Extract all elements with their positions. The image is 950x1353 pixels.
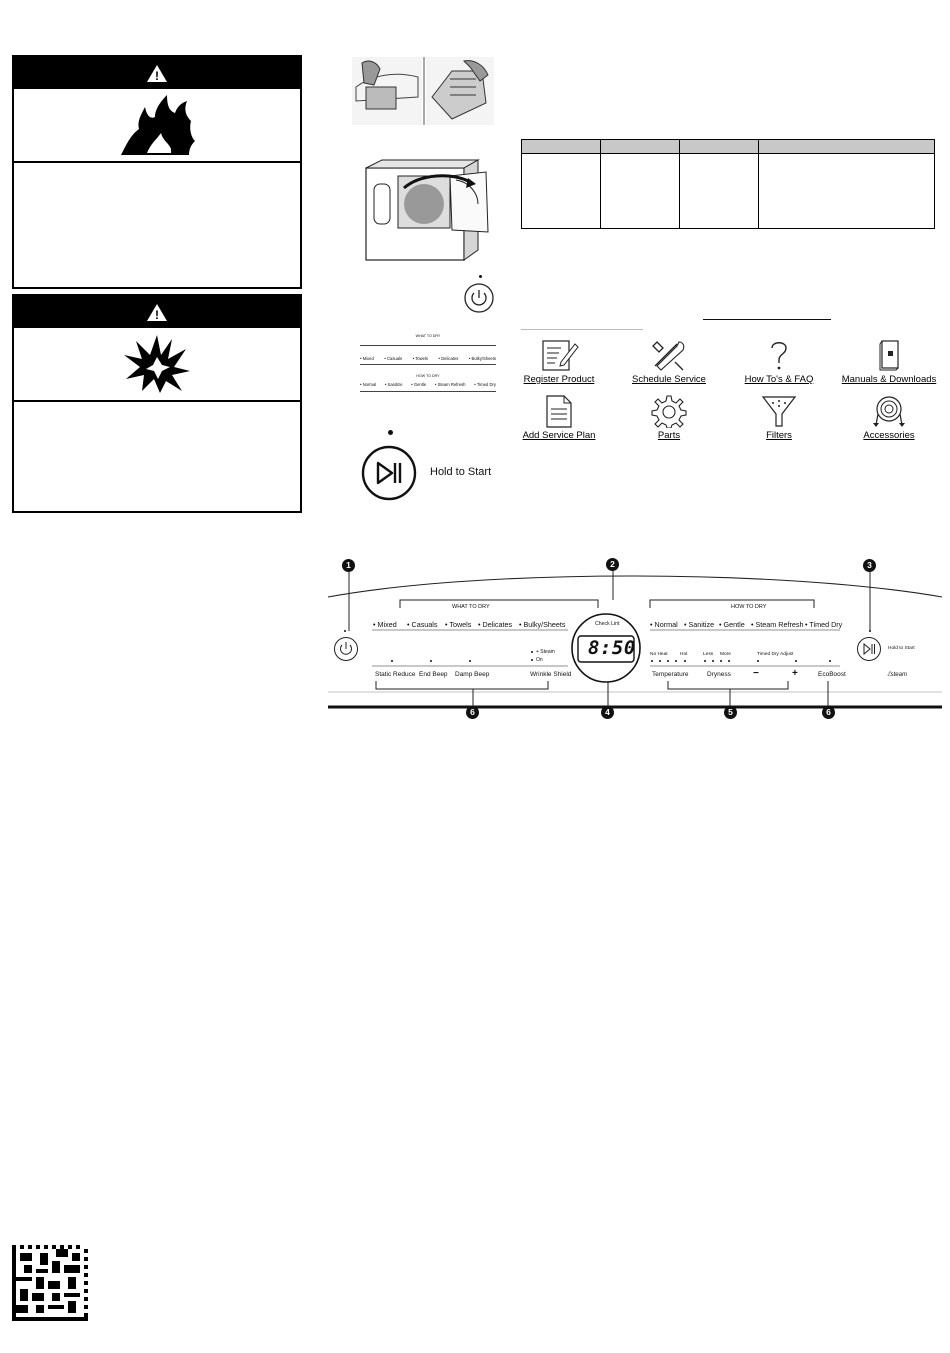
warning-text-area bbox=[14, 402, 300, 507]
callout-3: 3 bbox=[863, 559, 876, 572]
temp-level-dot bbox=[659, 660, 661, 662]
temp-level-dot bbox=[667, 660, 669, 662]
on-option-label: On bbox=[536, 657, 543, 663]
cycle-casuals[interactable]: • Casuals bbox=[384, 356, 403, 361]
panel-cycle-sanitize[interactable]: • Sanitize bbox=[684, 620, 715, 629]
panel-cycle-towels[interactable]: • Towels bbox=[445, 620, 472, 629]
divider bbox=[360, 364, 496, 365]
indicator-dot bbox=[391, 660, 393, 662]
manuals-downloads-label[interactable]: Manuals & Downloads bbox=[841, 374, 937, 385]
timed-dry-dot bbox=[795, 660, 797, 662]
panel-cycle-delicates[interactable]: • Delicates bbox=[478, 620, 513, 629]
panel-cycle-gentle[interactable]: • Gentle bbox=[719, 620, 745, 629]
callout-1: 1 bbox=[342, 559, 355, 572]
manual-icon bbox=[869, 338, 909, 372]
timed-dry-adjust-label: Timed Dry Adjust bbox=[757, 652, 794, 657]
cycle-normal[interactable]: • Normal bbox=[360, 382, 377, 387]
temp-level-dot bbox=[675, 660, 677, 662]
register-product-label[interactable]: Register Product bbox=[523, 374, 595, 385]
table-cell bbox=[759, 154, 935, 229]
tools-icon bbox=[649, 338, 689, 372]
divider bbox=[360, 345, 496, 346]
table-header-cell bbox=[601, 140, 680, 154]
explosion-pictogram bbox=[14, 328, 300, 402]
callout-2: 2 bbox=[606, 558, 619, 571]
how-to-dry-options-small bbox=[360, 382, 496, 387]
callout-4: 4 bbox=[601, 706, 614, 719]
dryer-door-illustration bbox=[360, 158, 495, 262]
how-to-dry-title: HOW TO DRY bbox=[416, 374, 440, 378]
dry-level-dot bbox=[704, 660, 706, 662]
table-cell bbox=[601, 154, 680, 229]
dry-level-dot bbox=[720, 660, 722, 662]
power-indicator-dot bbox=[344, 630, 346, 632]
temperature-button[interactable]: Temperature bbox=[652, 671, 689, 678]
dryness-button[interactable]: Dryness bbox=[707, 671, 731, 678]
wrinkle-shield-button[interactable]: Wrinkle Shield bbox=[530, 671, 572, 678]
power-button[interactable] bbox=[463, 282, 495, 314]
warning-text-area bbox=[14, 163, 300, 283]
cycle-gentle[interactable]: • Gentle bbox=[411, 382, 427, 387]
time-minus-button[interactable]: − bbox=[753, 668, 759, 679]
indicator-dot bbox=[531, 651, 533, 653]
warning-box-fire bbox=[12, 55, 302, 289]
schedule-service-label[interactable]: Schedule Service bbox=[632, 374, 706, 385]
how-tos-faq-label[interactable]: How To's & FAQ bbox=[744, 374, 814, 385]
panel-power-button[interactable] bbox=[333, 636, 359, 662]
cycle-mixed[interactable]: • Mixed bbox=[360, 356, 374, 361]
start-pause-button[interactable] bbox=[360, 445, 418, 501]
cycle-delicates[interactable]: • Delicates bbox=[438, 356, 459, 361]
what-to-dry-options-small bbox=[360, 356, 496, 361]
warning-triangle-icon bbox=[146, 64, 168, 83]
start-indicator-dot bbox=[388, 430, 393, 435]
panel-start-pause-button[interactable] bbox=[856, 636, 882, 662]
warning-box-explosion bbox=[12, 294, 302, 513]
lint-screen-illustration bbox=[352, 57, 494, 125]
accessories-link[interactable] bbox=[824, 394, 950, 441]
dry-level-dot bbox=[728, 660, 730, 662]
callout-5: 5 bbox=[724, 706, 737, 719]
indicator-dot bbox=[430, 660, 432, 662]
static-reduce-button[interactable]: Static Reduce bbox=[375, 671, 416, 678]
cycle-steam-refresh[interactable]: • Steam Refresh bbox=[434, 382, 466, 387]
panel-cycle-timed-dry[interactable]: • Timed Dry bbox=[805, 620, 843, 629]
panel-cycle-normal[interactable]: • Normal bbox=[650, 620, 678, 629]
filters-label[interactable]: Filters bbox=[766, 430, 792, 441]
cycle-timed-dry[interactable]: • Timed Dry bbox=[474, 382, 496, 387]
temp-high-label: Hot bbox=[680, 652, 688, 657]
datamatrix-barcode bbox=[12, 1244, 88, 1322]
table-cell bbox=[680, 154, 759, 229]
temp-level-dot bbox=[684, 660, 686, 662]
timed-dry-dot bbox=[757, 660, 759, 662]
accessories-label[interactable]: Accessories bbox=[863, 430, 915, 441]
indicator-dot bbox=[469, 660, 471, 662]
panel-cycle-casuals[interactable]: • Casuals bbox=[407, 620, 438, 629]
time-display: 8:50 bbox=[588, 637, 636, 659]
underline-rule bbox=[703, 319, 831, 320]
panel-hold-to-start-label: Hold to Start bbox=[888, 646, 915, 651]
cycle-panel-small bbox=[360, 334, 496, 396]
ecoboost-button[interactable]: EcoBoost bbox=[818, 671, 846, 678]
callout-6-right: 6 bbox=[822, 706, 835, 719]
fire-pictogram bbox=[14, 89, 300, 163]
svg-text:!: ! bbox=[155, 307, 159, 322]
warning-header bbox=[14, 57, 300, 89]
explosion-icon bbox=[122, 333, 192, 395]
how-to-dry-title: HOW TO DRY bbox=[731, 604, 767, 610]
cycle-towels[interactable]: • Towels bbox=[412, 356, 428, 361]
spec-table bbox=[521, 139, 935, 229]
what-to-dry-title: WHAT TO DRY bbox=[452, 604, 490, 610]
table-cell bbox=[522, 154, 601, 229]
svg-text:!: ! bbox=[155, 68, 159, 83]
gear-icon bbox=[649, 394, 689, 428]
table-header-cell bbox=[680, 140, 759, 154]
register-icon bbox=[539, 338, 579, 372]
dry-low-label: Less bbox=[703, 652, 714, 657]
cycle-sanitize[interactable]: • Sanitize bbox=[384, 382, 403, 387]
steam-option-label: + Steam bbox=[536, 649, 555, 655]
start-indicator-dot bbox=[869, 630, 871, 632]
ecoboost-dot bbox=[829, 660, 831, 662]
callout-6-left: 6 bbox=[466, 706, 479, 719]
table-header-cell bbox=[522, 140, 601, 154]
dry-level-dot bbox=[712, 660, 714, 662]
panel-cycle-steam-refresh[interactable]: • Steam Refresh bbox=[751, 620, 804, 629]
panel-cycle-mixed[interactable]: • Mixed bbox=[373, 620, 397, 629]
steam-logo: ℰsteam bbox=[887, 672, 907, 678]
table-row bbox=[522, 154, 935, 229]
manuals-downloads-link[interactable] bbox=[824, 338, 950, 385]
fire-icon bbox=[117, 93, 197, 157]
warning-triangle-icon bbox=[146, 303, 168, 322]
indicator-dot bbox=[531, 659, 533, 661]
divider-rule bbox=[521, 329, 643, 330]
end-beep-button[interactable]: End Beep bbox=[419, 671, 448, 678]
cycle-bulky[interactable]: • Bulky/Sheets bbox=[468, 356, 496, 361]
parts-label[interactable]: Parts bbox=[657, 430, 681, 441]
power-indicator-dot bbox=[479, 275, 482, 278]
divider bbox=[360, 391, 496, 392]
warning-header bbox=[14, 296, 300, 328]
what-to-dry-title: WHAT TO DRY bbox=[415, 334, 441, 338]
temp-level-dot bbox=[651, 660, 653, 662]
table-header-cell bbox=[759, 140, 935, 154]
filter-icon bbox=[759, 394, 799, 428]
check-lint-indicator: Check Lint bbox=[595, 621, 620, 627]
damp-beep-button[interactable]: Damp Beep bbox=[455, 671, 490, 678]
document-icon bbox=[539, 394, 579, 428]
temp-low-label: No Heat bbox=[650, 652, 668, 657]
hold-to-start-label: Hold to Start bbox=[430, 466, 492, 478]
hose-icon bbox=[869, 394, 909, 428]
question-icon bbox=[759, 338, 799, 372]
panel-cycle-bulky[interactable]: • Bulky/Sheets bbox=[519, 620, 566, 629]
add-service-plan-label[interactable]: Add Service Plan bbox=[522, 430, 596, 441]
dry-high-label: More bbox=[720, 652, 731, 657]
time-plus-button[interactable]: + bbox=[792, 668, 798, 679]
table-header-row bbox=[522, 140, 935, 154]
